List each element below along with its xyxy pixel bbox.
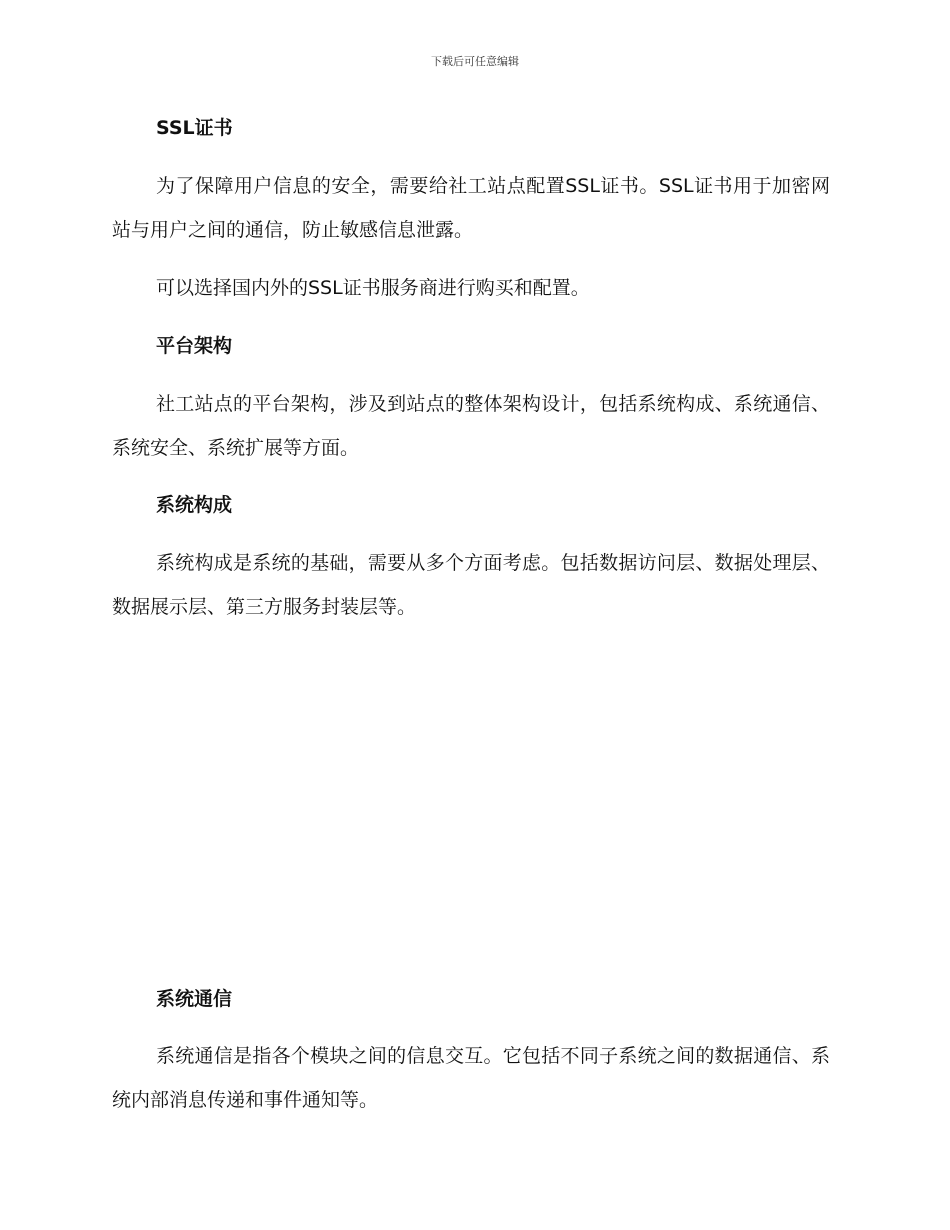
paragraph-system-communication: 系统通信是指各个模块之间的信息交互。它包括不同子系统之间的数据通信、系统内部消息传递和事件通知等。 bbox=[112, 1045, 830, 1111]
section-heading-composition: 系统构成 bbox=[156, 494, 233, 516]
paragraph-ssl-vendor: 可以选择国内外的SSL证书服务商进行购买和配置。 bbox=[156, 277, 590, 299]
section-heading-ssl: SSL证书 bbox=[156, 117, 233, 139]
paragraph-ssl-purpose: 为了保障用户信息的安全，需要给社工站点配置SSL证书。SSL证书用于加密网站与用户之间的通信，防止敏感信息泄露。 bbox=[112, 175, 830, 241]
section-heading-platform: 平台架构 bbox=[156, 335, 233, 357]
paragraph-platform-architecture: 社工站点的平台架构，涉及到站点的整体架构设计，包括系统构成、系统通信、系统安全、系统扩展等方面。 bbox=[112, 393, 830, 459]
section-heading-communication: 系统通信 bbox=[156, 988, 233, 1010]
paragraph-system-composition: 系统构成是系统的基础，需要从多个方面考虑。包括数据访问层、数据处理层、数据展示层、第三方服务封装层等。 bbox=[112, 552, 830, 618]
page-header-note: 下载后可任意编辑 bbox=[431, 55, 519, 68]
